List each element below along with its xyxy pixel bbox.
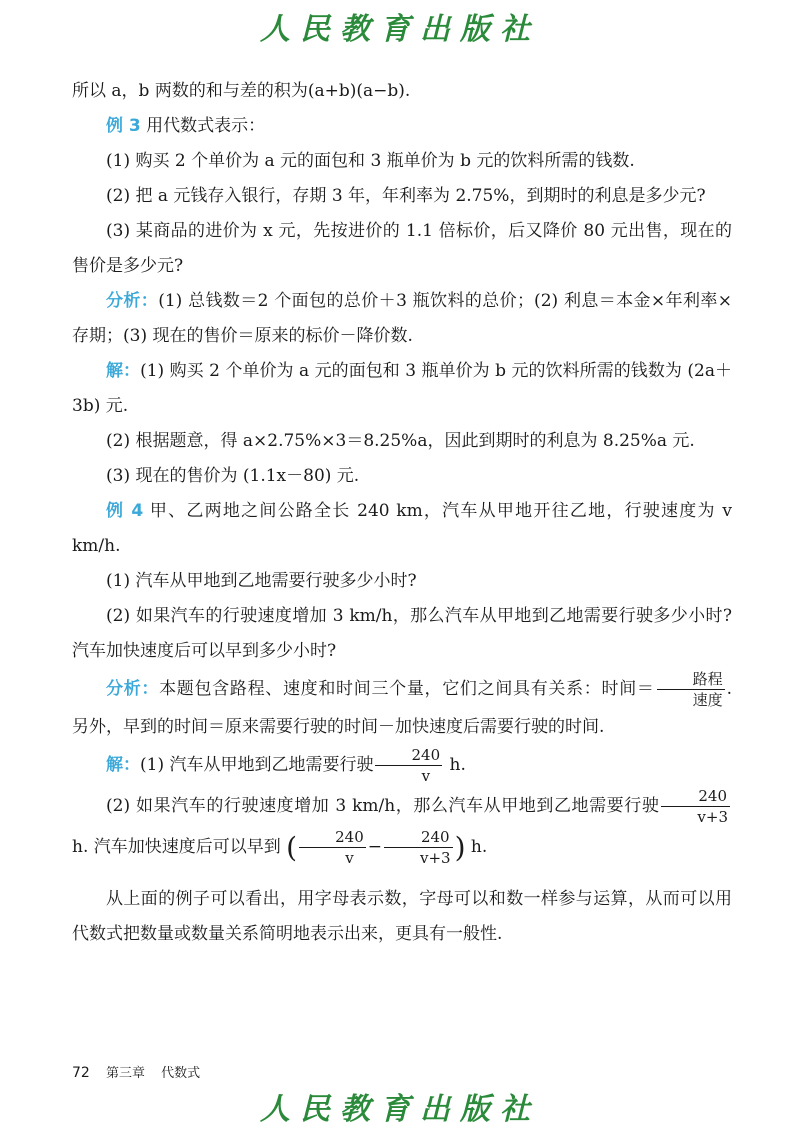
fraction-numerator: 路程 [657, 669, 725, 690]
fraction-numerator: 240 [299, 827, 366, 848]
example-4-question-1: (1) 汽车从甲地到乙地需要行驶多少小时? [106, 571, 417, 591]
example-4-solution-1 [72, 745, 732, 786]
example-4-question-2: (2) 如果汽车的行驶速度增加 3 km/h，那么汽车从甲地到乙地需要行驶多少小时? 汽车加快速度后可以早到多少小时? [72, 606, 732, 661]
fraction-numerator: 240 [661, 786, 730, 807]
fraction-denominator: v [421, 767, 431, 785]
solution-label: 解： [106, 361, 141, 381]
chapter-title: 代数式 [161, 1066, 201, 1081]
example-4-heading [72, 494, 732, 564]
example-4-analysis [72, 669, 732, 745]
fraction-denominator: v+3 [420, 849, 451, 867]
page-footer [72, 1062, 200, 1081]
minus-sign: − [367, 837, 382, 857]
example-3-analysis [72, 284, 732, 354]
example-3-solution-3: (3) 现在的售价为 (1.1x－80) 元. [106, 466, 360, 486]
fraction-denominator: 速度 [692, 691, 723, 709]
page-body [72, 74, 732, 952]
example-3-heading [72, 109, 732, 144]
example-3-label: 例 3 [106, 116, 141, 136]
fraction-240-over-v-plus-3 [384, 827, 453, 868]
publisher-logo-footer: 人民教育出版社 [260, 1092, 540, 1127]
example-3-intro: 用代数式表示： [146, 116, 266, 136]
fraction-numerator: 240 [375, 745, 442, 766]
left-paren: ( [286, 831, 298, 864]
analysis-label: 分析： [106, 679, 160, 699]
example-4-analysis-text-a: 本题包含路程、速度和时间三个量，它们之间具有关系：时间＝ [159, 679, 655, 699]
fraction-distance-over-speed [657, 669, 725, 710]
analysis-label: 分析： [106, 291, 159, 311]
example-4-solution-2-text-c: h. [465, 837, 488, 857]
fraction-numerator: 240 [384, 827, 453, 848]
fraction-240-over-v-plus-3 [661, 786, 730, 827]
solution-label: 解： [106, 755, 140, 775]
page-number: 72 [72, 1065, 90, 1081]
example-4-solution-2-text-b: h. 汽车加快速度后可以早到 [72, 837, 287, 857]
example-3-analysis-text: (1) 总钱数＝2 个面包的总价＋3 瓶饮料的总价；(2) 利息＝本金×年利率×存期；(3) 现在的售价＝原来的标价－降价数. [72, 291, 733, 346]
fraction-240-over-v [375, 745, 442, 786]
fraction-denominator: v [345, 849, 354, 867]
example-3-solution-1 [72, 354, 732, 424]
example-4-label: 例 4 [106, 501, 144, 521]
paragraph-intro: 所以 a，b 两数的和与差的积为(a+b)(a−b). [72, 81, 411, 101]
example-3-question-2: (2) 把 a 元钱存入银行，存期 3 年，年利率为 2.75%，到期时的利息是多少元? [106, 186, 706, 206]
chapter-number: 第三章 [105, 1066, 145, 1081]
example-4-intro: 甲、乙两地之间公路全长 240 km，汽车从甲地开往乙地，行驶速度为 v km/h. [72, 501, 733, 556]
example-4-solution-2 [72, 786, 732, 868]
example-3-question-1: (1) 购买 2 个单价为 a 元的面包和 3 瓶单价为 b 元的饮料所需的钱数. [106, 151, 635, 171]
example-3-solution-2: (2) 根据题意，得 a×2.75%×3＝8.25%a，因此到期时的利息为 8.25%a 元. [106, 431, 695, 451]
conclusion-paragraph: 从上面的例子可以看出，用字母表示数，字母可以和数一样参与运算，从而可以用代数式把数量或数量关系简明地表示出来，更具有一般性. [72, 889, 732, 944]
example-3-question-3: (3) 某商品的进价为 x 元，先按进价的 1.1 倍标价，后又降价 80 元出售，现在的售价是多少元? [72, 221, 732, 276]
example-4-solution-1-text-a: (1) 汽车从甲地到乙地需要行驶 [140, 755, 374, 775]
publisher-logo-header: 人民教育出版社 [260, 12, 540, 47]
example-4-solution-1-text-b: h. [444, 755, 466, 775]
example-4-analysis-text-b: . 另外，早到的时间＝原来需要行驶的时间－加快速度后需要行驶的时间. [72, 679, 733, 737]
right-paren: ) [454, 831, 466, 864]
example-4-solution-2-text-a: (2) 如果汽车的行驶速度增加 3 km/h，那么汽车从甲地到乙地需要行驶 [106, 796, 660, 816]
fraction-240-over-v [299, 827, 366, 868]
fraction-denominator: v+3 [697, 808, 728, 826]
example-3-solution-1-text: (1) 购买 2 个单价为 a 元的面包和 3 瓶单价为 b 元的饮料所需的钱数为 (2a＋3b) 元. [72, 361, 732, 416]
